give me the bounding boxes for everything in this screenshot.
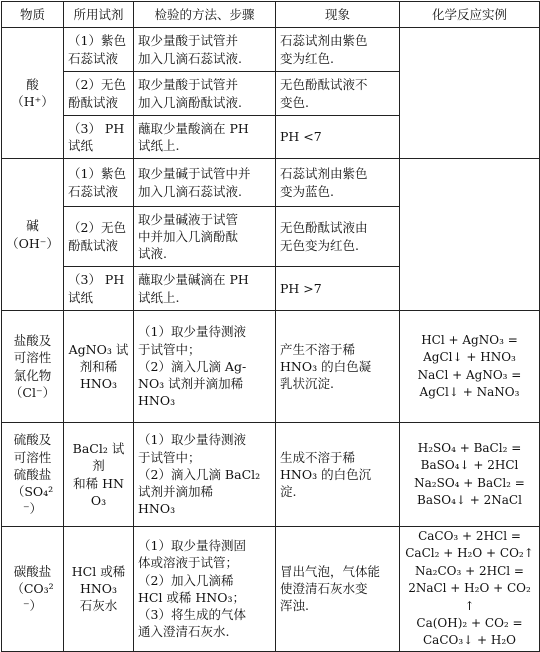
phenomenon-cell: 冒出气泡，气体能 使澄清石灰水变 浑浊. — [276, 527, 400, 652]
header-row — [2, 2, 540, 28]
method-cell: 取少量酸于试管并 加入几滴石蕊试液. — [134, 28, 276, 72]
phenomenon-cell: 石蕊试剂由紫色 变为红色. — [276, 28, 400, 72]
phenomenon-cell: PH <7 — [276, 116, 400, 159]
header-method: 检验的方法、步骤 — [134, 2, 276, 28]
substance-acid: 酸 （H⁺） — [2, 28, 64, 159]
phenomenon-cell: PH >7 — [276, 267, 400, 311]
method-cell: （1）取少量待测液 于试管中； （2）滴入几滴 BaCl₂ 试剂并滴加稀 HNO₃ — [134, 423, 276, 527]
substance-base: 碱 （OH⁻） — [2, 159, 64, 311]
substance-carbonate: 碳酸盐 （CO₃²⁻） — [2, 527, 64, 652]
table-row — [2, 423, 540, 527]
phenomenon-cell: 无色酚酞试液不 变色. — [276, 72, 400, 116]
reagent-cell: HCl 或稀 HNO₃ 石灰水 — [64, 527, 134, 652]
header-substance: 物质 — [2, 2, 64, 28]
method-cell: 蘸取少量酸滴在 PH 试纸上. — [134, 116, 276, 159]
header-reagent: 所用试剂 — [64, 2, 134, 28]
reagent-cell: （1）紫色 石蕊试液 — [64, 28, 134, 72]
method-cell: 蘸取少量碱滴在 PH 试纸上. — [134, 267, 276, 311]
phenomenon-cell: 石蕊试剂由紫色 变为蓝色. — [276, 159, 400, 207]
method-cell: 取少量酸于试管并 加入几滴酚酞试液. — [134, 72, 276, 116]
chemistry-test-table — [1, 1, 540, 652]
reaction-cell-empty — [400, 28, 540, 159]
reagent-cell: BaCl₂ 试剂 和稀 HNO₃ — [64, 423, 134, 527]
table-row — [2, 159, 540, 207]
table-row — [2, 28, 540, 72]
method-cell: （1）取少量待测液 于试管中； （2）滴入几滴 Ag- NO₃ 试剂并滴加稀 HNO₃ — [134, 311, 276, 423]
phenomenon-cell: 产生不溶于稀 HNO₃ 的白色凝 乳状沉淀. — [276, 311, 400, 423]
reaction-cell: CaCO₃ + 2HCl = CaCl₂ + H₂O + CO₂↑ Na₂CO₃ + 2HCl = 2NaCl + H₂O + CO₂↑ Ca(OH)₂ + CO₂ = CaCO₃↓ + H₂O — [400, 527, 540, 652]
substance-chloride: 盐酸及 可溶性 氯化物 （Cl⁻） — [2, 311, 64, 423]
reagent-cell: （2）无色 酚酞试液 — [64, 207, 134, 267]
reaction-cell: HCl + AgNO₃ = AgCl↓ + HNO₃ NaCl + AgNO₃ = AgCl↓ + NaNO₃ — [400, 311, 540, 423]
method-cell: 取少量碱于试管中并 加入几滴石蕊试液. — [134, 159, 276, 207]
phenomenon-cell: 生成不溶于稀 HNO₃ 的白色沉 淀. — [276, 423, 400, 527]
method-cell: 取少量碱液于试管 中并加入几滴酚酞 试液. — [134, 207, 276, 267]
reagent-cell: AgNO₃ 试 剂和稀 HNO₃ — [64, 311, 134, 423]
header-phenomenon: 现象 — [276, 2, 400, 28]
substance-sulfate: 硫酸及 可溶性 硫酸盐 （SO₄²⁻） — [2, 423, 64, 527]
reagent-cell: （3） PH 试纸 — [64, 116, 134, 159]
reagent-cell: （2）无色 酚酞试液 — [64, 72, 134, 116]
method-cell: （1）取少量待测固 体或溶液于试管； （2）加入几滴稀 HCl 或稀 HNO₃； （3）将生成的气体 通入澄清石灰水. — [134, 527, 276, 652]
reagent-cell: （1）紫色 石蕊试液 — [64, 159, 134, 207]
table-row — [2, 527, 540, 652]
reaction-cell: H₂SO₄ + BaCl₂ = BaSO₄↓ + 2HCl Na₂SO₄ + BaCl₂ = BaSO₄↓ + 2NaCl — [400, 423, 540, 527]
header-reaction: 化学反应实例 — [400, 2, 540, 28]
table-row — [2, 311, 540, 423]
reaction-cell-empty — [400, 159, 540, 311]
reagent-cell: （3） PH 试纸 — [64, 267, 134, 311]
phenomenon-cell: 无色酚酞试液由 无色变为红色. — [276, 207, 400, 267]
